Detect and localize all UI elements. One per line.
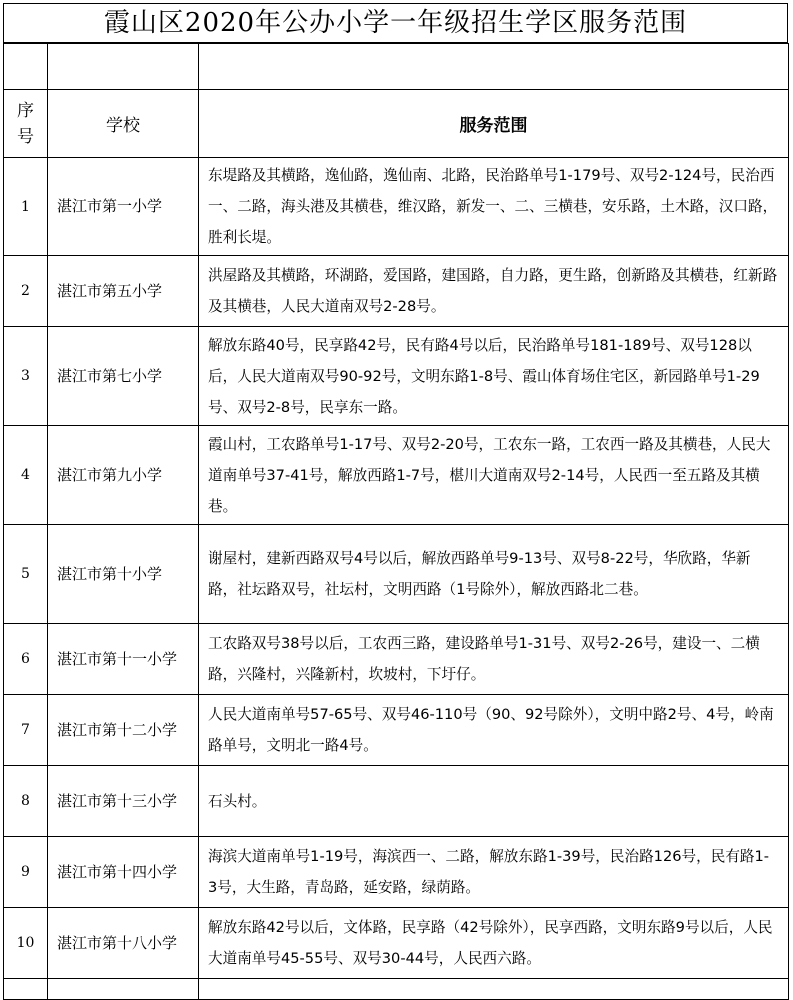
service-scope: 工农路双号38号以后，工农西三路，建设路单号1-31号、双号2-26号，建设一、二横路，兴隆村，兴隆新村，坎坡村，下圩仔。 xyxy=(199,624,789,695)
school-name: 湛江市第十小学 xyxy=(48,525,199,624)
table-row xyxy=(4,695,789,766)
table-row xyxy=(4,426,789,525)
table-row xyxy=(4,766,789,837)
row-number: 7 xyxy=(4,695,48,766)
row-number: 8 xyxy=(4,766,48,837)
row-number: 2 xyxy=(4,256,48,327)
table-row xyxy=(4,624,789,695)
enrollment-table xyxy=(3,43,789,1000)
header-school: 学校 xyxy=(48,90,199,158)
school-name: 湛江市第十一小学 xyxy=(48,624,199,695)
blank-cell xyxy=(48,979,199,1000)
school-name: 湛江市第七小学 xyxy=(48,327,199,426)
header-no xyxy=(4,90,48,158)
table-row xyxy=(4,525,789,624)
service-scope: 谢屋村，建新西路双号4号以后，解放西路单号9-13号、双号8-22号，华欣路，华新路，社坛路双号，社坛村，文明西路（1号除外），解放西路北二巷。 xyxy=(199,525,789,624)
blank-cell xyxy=(48,44,199,90)
blank-cell xyxy=(199,979,789,1000)
school-name: 湛江市第九小学 xyxy=(48,426,199,525)
cut-off-row xyxy=(4,979,789,1000)
service-scope: 解放东路42号以后，文体路，民享路（42号除外），民享西路，文明东路9号以后，人民大道南单号45-55号、双号30-44号，人民西六路。 xyxy=(199,908,789,979)
table-row xyxy=(4,158,789,256)
service-scope: 霞山村，工农路单号1-17号、双号2-20号，工农东一路，工农西一路及其横巷，人民大道南单号37-41号，解放西路1-7号，椹川大道南双号2-14号，人民西一至五路及其横巷。 xyxy=(199,426,789,525)
blank-cell xyxy=(199,44,789,90)
row-number: 9 xyxy=(4,837,48,908)
service-scope: 石头村。 xyxy=(199,766,789,837)
row-number: 5 xyxy=(4,525,48,624)
service-scope: 东堤路及其横路，逸仙路，逸仙南、北路，民治路单号1-179号、双号2-124号，民治西一、二路，海头港及其横巷，维汉路，新发一、二、三横巷，安乐路，土木路，汉口路，胜利长堤。 xyxy=(199,158,789,256)
blank-cell xyxy=(4,979,48,1000)
school-name: 湛江市第一小学 xyxy=(48,158,199,256)
row-number: 10 xyxy=(4,908,48,979)
blank-cell xyxy=(4,44,48,90)
table-row xyxy=(4,327,789,426)
service-scope: 海滨大道南单号1-19号，海滨西一、二路，解放东路1-39号，民治路126号，民有路1-3号，大生路，青岛路，延安路，绿荫路。 xyxy=(199,837,789,908)
school-name: 湛江市第十三小学 xyxy=(48,766,199,837)
table-row xyxy=(4,908,789,979)
row-number: 1 xyxy=(4,158,48,256)
page-title: 霞山区2020年公办小学一年级招生学区服务范围 xyxy=(3,3,788,43)
blank-row xyxy=(4,44,789,90)
school-name: 湛江市第五小学 xyxy=(48,256,199,327)
school-name: 湛江市第十二小学 xyxy=(48,695,199,766)
service-scope: 洪屋路及其横路，环湖路，爱国路，建国路，自力路，更生路，创新路及其横巷，红新路及其横巷，人民大道南双号2-28号。 xyxy=(199,256,789,327)
school-name: 湛江市第十四小学 xyxy=(48,837,199,908)
header-no-line1: 序 xyxy=(17,100,34,121)
header-no-line2: 号 xyxy=(17,126,34,147)
row-number: 6 xyxy=(4,624,48,695)
row-number: 3 xyxy=(4,327,48,426)
service-scope: 解放东路40号，民享路42号，民有路4号以后，民治路单号181-189号、双号128以后，人民大道南双号90-92号，文明东路1-8号、霞山体育场住宅区，新园路单号1-29号、双号2-8号，民享东一路。 xyxy=(199,327,789,426)
school-name: 湛江市第十八小学 xyxy=(48,908,199,979)
header-row xyxy=(4,90,789,158)
table-row xyxy=(4,256,789,327)
service-scope: 人民大道南单号57-65号、双号46-110号（90、92号除外），文明中路2号、4号，岭南路单号，文明北一路4号。 xyxy=(199,695,789,766)
table-row xyxy=(4,837,789,908)
row-number: 4 xyxy=(4,426,48,525)
header-scope: 服务范围 xyxy=(199,90,789,158)
